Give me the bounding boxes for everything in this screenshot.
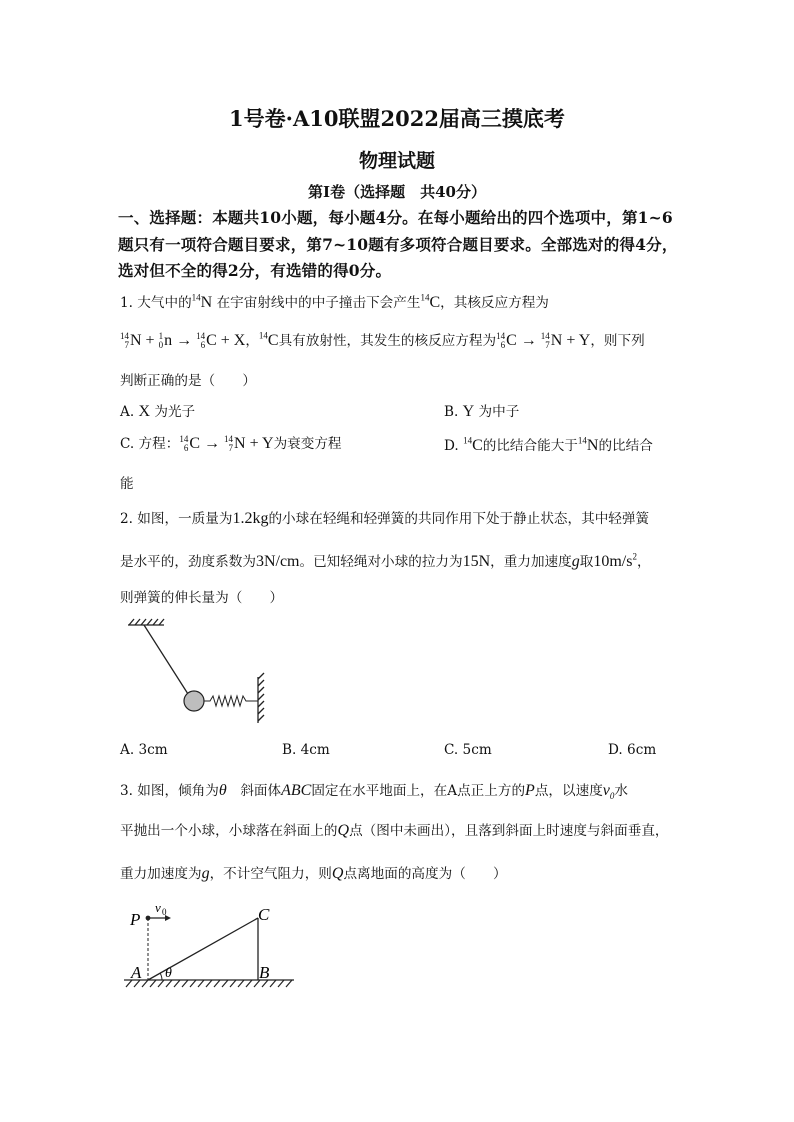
subject-title: 物理试题 <box>358 150 435 172</box>
q2-option-c[interactable]: C. 5cm <box>444 742 492 758</box>
q2-figure <box>120 615 280 730</box>
q3-line-2: 平抛出一个小球，小球落在斜面上的Q点（图中未画出），且落到斜面上时速度与斜面垂直， <box>120 822 669 839</box>
instructions-line-3: 选对但不全的得2分，有选错的得0分。 <box>118 261 392 280</box>
ball <box>184 691 204 711</box>
label-p: P <box>130 910 141 929</box>
wall-support <box>258 673 264 723</box>
q1-line-1: 1. 大气中的$^{14}$N 在宇宙射线中的中子撞击下会产生$^{14}$C，其核反应方程为 <box>120 292 549 311</box>
instructions-line-1: 一、选择题：本题共10小题，每小题4分。在每小题给出的四个选项中，第1~6 <box>118 208 673 227</box>
angle-arc <box>160 973 162 980</box>
q2-line-2: 是水平的，劲度系数为3N/cm。已知轻绳对小球的拉力为15N，重力加速度g取$10m/s^2$， <box>120 551 651 570</box>
q3-line-1: 3. 如图，倾角为θ 斜面体ABC固定在水平地面上，在A点正上方的P点，以速度$v_0$水 <box>120 782 628 802</box>
label-c: C <box>258 905 270 924</box>
label-v0-sub: 0 <box>162 907 167 917</box>
q3-line-3: 重力加速度为g，不计空气阻力，则Q点离地面的高度为（ ） <box>120 865 507 882</box>
q1-option-b[interactable]: B. Y 为中子 <box>444 403 520 420</box>
q2-option-b[interactable]: B. 4cm <box>282 742 330 758</box>
ceiling-support <box>128 619 164 625</box>
q2-option-d[interactable]: D. 6cm <box>608 742 657 758</box>
q1-line-2: 14 7 N + 1 0 n → 14 6 C + X，$^{14}$C具有放射性，其发生的核反应方程为 14 6 C → 14 7 N + Y，则下列 <box>120 330 645 351</box>
spring <box>204 696 258 706</box>
label-theta: θ <box>165 966 172 981</box>
label-b: B <box>259 963 270 982</box>
label-v0: v <box>155 900 161 915</box>
q3-figure <box>118 898 303 998</box>
q1-line-3: 判断正确的是（ ） <box>120 373 256 389</box>
q1-option-c[interactable]: C. 方程： 14 6 C → 14 7 N + Y为衰变方程 <box>120 434 342 454</box>
rope <box>144 625 188 694</box>
q2-option-a[interactable]: A. 3cm <box>120 742 168 758</box>
q1-option-a[interactable]: A. X 为光子 <box>120 403 196 420</box>
q1-option-d[interactable]: D. $^{14}$C的比结合能大于$^{14}$N的比结合 <box>444 435 653 454</box>
q2-line-3: 则弹簧的伸长量为（ ） <box>120 590 284 606</box>
label-a: A <box>131 963 142 982</box>
q2-line-1: 2. 如图，一质量为1.2kg的小球在轻绳和轻弹簧的共同作用下处于静止状态，其中轻弹簧 <box>120 510 650 527</box>
part-heading: 第Ⅰ卷（选择题 共40分） <box>308 183 486 201</box>
q1-option-d-continued: 能 <box>120 476 134 492</box>
exam-title: 1号卷·A10联盟2022届高三摸底考 <box>229 106 565 131</box>
instructions-line-2: 题只有一项符合题目要求，第7~10题有多项符合题目要求。全部选对的得4分， <box>118 235 678 254</box>
